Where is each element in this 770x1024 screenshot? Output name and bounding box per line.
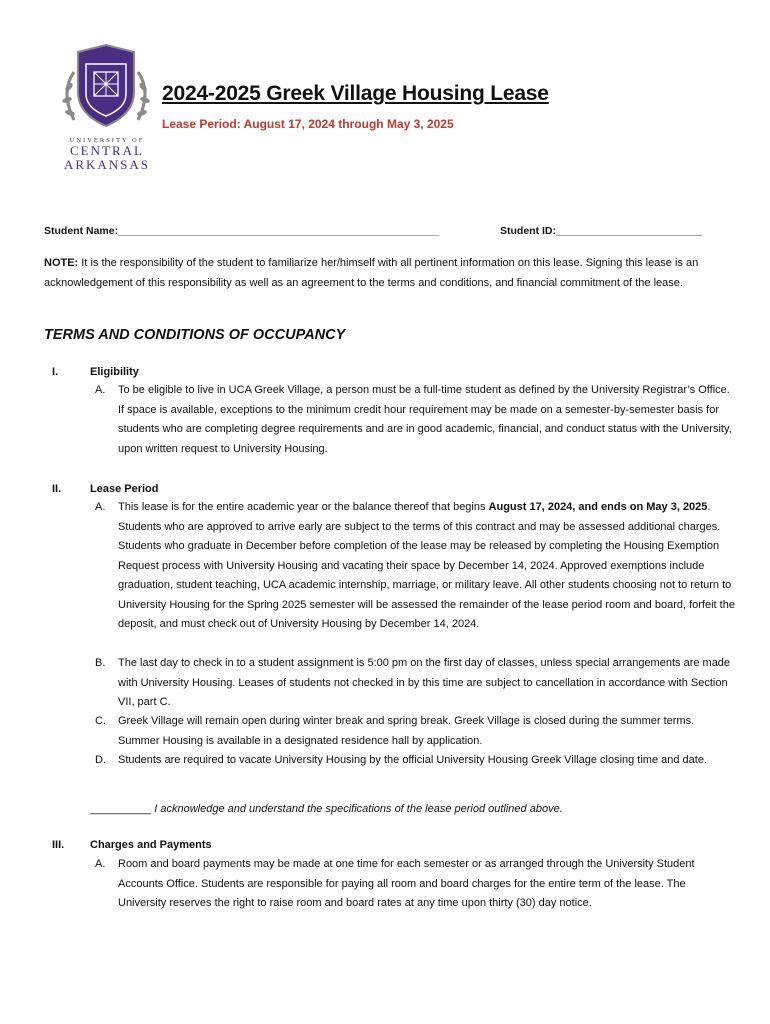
shield-crest-icon: [52, 42, 162, 177]
section-number: II.: [52, 483, 62, 495]
svg-text:ARKANSAS: ARKANSAS: [63, 157, 151, 172]
note-label: NOTE:: [44, 257, 79, 269]
note-paragraph: [44, 254, 734, 293]
section-number: III.: [52, 839, 65, 851]
note-text: It is the responsibility of the student to familiarize her/himself with all pertinent information on this lease. Signing this lease is an acknowledgement of this responsibility as well as an agreement to the terms and conditions, and financial commitment of the lease.: [44, 257, 699, 289]
list-item: [95, 498, 735, 635]
student-id-field[interactable]: Student ID:_________________________: [500, 225, 702, 237]
section-number: I.: [52, 366, 59, 378]
svg-text:UNIVERSITY OF: UNIVERSITY OF: [69, 137, 145, 144]
acknowledgement-text: I acknowledge and understand the specifications of the lease period outlined above.: [151, 803, 563, 815]
item-text: This lease is for the entire academic year or the balance thereof that begins August 17, 2024, and ends on May 3, 2025. Students who are approved to arrive early are subject to the terms of this contract and may be assessed additional charges. Students who graduate in December before completion of the lease may be released by completing the Housing Exemption Request process with University Housing and vacating their space by December 14, 2024. Approved exemptions include graduation, student teaching, UCA academic internship, marriage, or military leave. All other students choosing not to return to University Housing for the Spring 2025 semester will be assessed the remainder of the lease period room and board, forfeit the deposit, and must check out of University Housing by December 14, 2024.: [118, 501, 735, 630]
item-text: Room and board payments may be made at one time for each semester or as arranged through the University Student Accounts Office. Students are responsible for paying all room and board charges for the entire term of the lease. The University reserves the right to raise room and board rates at any time upon thirty (30) day notice.: [118, 858, 695, 909]
item-text: The last day to check in to a student assignment is 5:00 pm on the first day of classes, unless special arrangements are made with University Housing. Leases of students not checked in by this time are subject to cancellation in accordance with Section VII, part C.: [118, 657, 731, 708]
svg-text:CENTRAL: CENTRAL: [70, 143, 144, 158]
list-item: [95, 855, 735, 914]
item-letter: A.: [95, 501, 106, 513]
section-title-eligibility: Eligibility: [90, 366, 139, 378]
item-text: To be eligible to live in UCA Greek Village, a person must be a full-time student as defined by the University Registrar’s Office. If space is available, exceptions to the minimum credit hour requirement may be made on a semester-by-semester basis for students who are completing degree requirements and are in good academic, financial, and conduct status with the University, upon written request to University Housing.: [118, 384, 732, 455]
student-name-field[interactable]: Student Name:_______________________________________________________: [44, 225, 440, 237]
list-item: [95, 751, 735, 771]
page-title: 2024-2025 Greek Village Housing Lease: [162, 82, 549, 105]
item-text: Greek Village will remain open during winter break and spring break. Greek Village is closed during the summer terms. Summer Housing is available in a designated residence hall by application.: [118, 715, 695, 747]
initials-blank[interactable]: __________: [90, 803, 152, 815]
item-letter: B.: [95, 657, 106, 669]
lease-dates-bold: August 17, 2024, and ends on May 3, 2025: [488, 501, 708, 513]
section-title-lease-period: Lease Period: [90, 483, 159, 495]
list-item: [95, 381, 735, 459]
section-title-charges: Charges and Payments: [90, 839, 212, 851]
item-letter: C.: [95, 715, 106, 727]
item-text: Students are required to vacate University Housing by the official University Housing Greek Village closing time and date.: [118, 754, 708, 766]
item-letter: A.: [95, 858, 106, 870]
acknowledgement-line: [90, 803, 563, 815]
item-letter: A.: [95, 384, 106, 396]
item-letter: D.: [95, 754, 106, 766]
uca-logo: [52, 42, 162, 177]
lease-period: Lease Period: August 17, 2024 through May 3, 2025: [162, 117, 454, 131]
list-item: [95, 712, 735, 751]
list-item: [95, 654, 735, 713]
terms-heading: TERMS AND CONDITIONS OF OCCUPANCY: [44, 327, 346, 343]
